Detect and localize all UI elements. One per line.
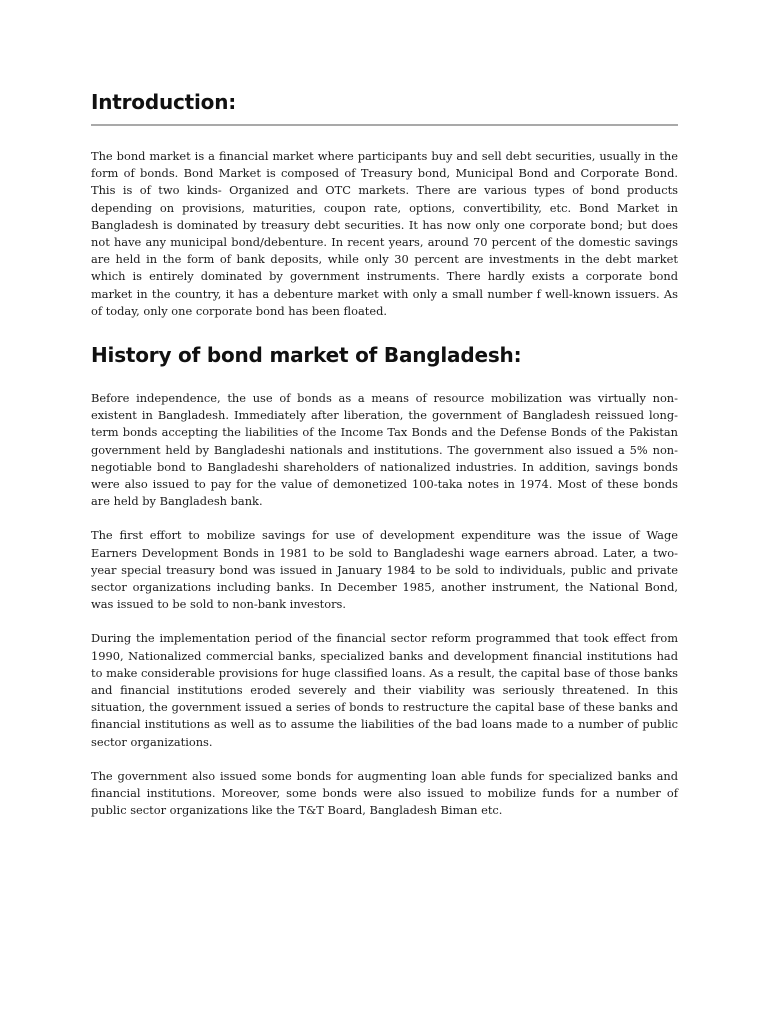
history-paragraph-3: During the implementation period of the financial sector reform programmed that took effect from 1990, Nationalized commercial banks, specialized banks and development financial institutions had to make considerable provisions for huge classified loans. As a result, the capital base of those banks and financial institutions eroded severely and their viability was seriously threatened. In this situation, the government issued a series of bonds to restructure the capital base of these banks and financial institutions as well as to assume the liabilities of the bad loans made to a number of public sector organizations.	[91, 631, 678, 749]
history-paragraph-1: Before independence, the use of bonds as a means of resource mobilization was virtually non-existent in Bangladesh. Immediately after liberation, the government of Bangladesh reissued long-term bonds accepting the liabilities of the Income Tax Bonds and the Defense Bonds of the Pakistan government held by Bangladeshi nationals and institutions. The government also issued a 5% non-negotiable bond to Bangladeshi shareholders of nationalized industries. In addition, savings bonds were also issued to pay for the value of demonetized 100-taka notes in 1974. Most of these bonds are held by Bangladesh bank.	[91, 391, 678, 509]
history-paragraph-4: The government also issued some bonds for augmenting loan able funds for specialized banks and financial institutions. Moreover, some bonds were also issued to mobilize funds for a number of public sector organizations like the T&T Board, Bangladesh Biman etc.	[91, 768, 678, 818]
introduction-paragraph: The bond market is a financial market where participants buy and sell debt securities, usually in the form of bonds. Bond Market is composed of Treasury bond, Municipal Bond and Corporate Bond. This is of two kinds- Organized and OTC markets. There are various types of bond products depending on provisions, maturities, coupon rate, options, convertibility, etc. Bond Market in Bangladesh is dominated by treasury debt securities. It has now only one corporate bond; but does not have any municipal bond/debenture. In recent years, around 70 percent of the domestic savings are held in the form of bank deposits, while only 30 percent are investments in the debt market which is entirely dominated by government instruments. There hardly exists a corporate bond market in the country, it has a debenture market with only a small number f well-known issuers. As of today, only one corporate bond has been floated.	[91, 149, 678, 318]
document-page	[91, 88, 678, 820]
history-heading: History of bond market of Bangladesh:	[91, 343, 522, 368]
introduction-heading: Introduction:	[91, 88, 678, 126]
history-paragraph-2: The first effort to mobilize savings for use of development expenditure was the issue of Wage Earners Development Bonds in 1981 to be sold to Bangladeshi wage earners abroad. Later, a two-year special treasury bond was issued in January 1984 to be sold to individuals, public and private sector organizations including banks. In December 1985, another instrument, the National Bond, was issued to be sold to non-bank investors.	[91, 528, 678, 612]
